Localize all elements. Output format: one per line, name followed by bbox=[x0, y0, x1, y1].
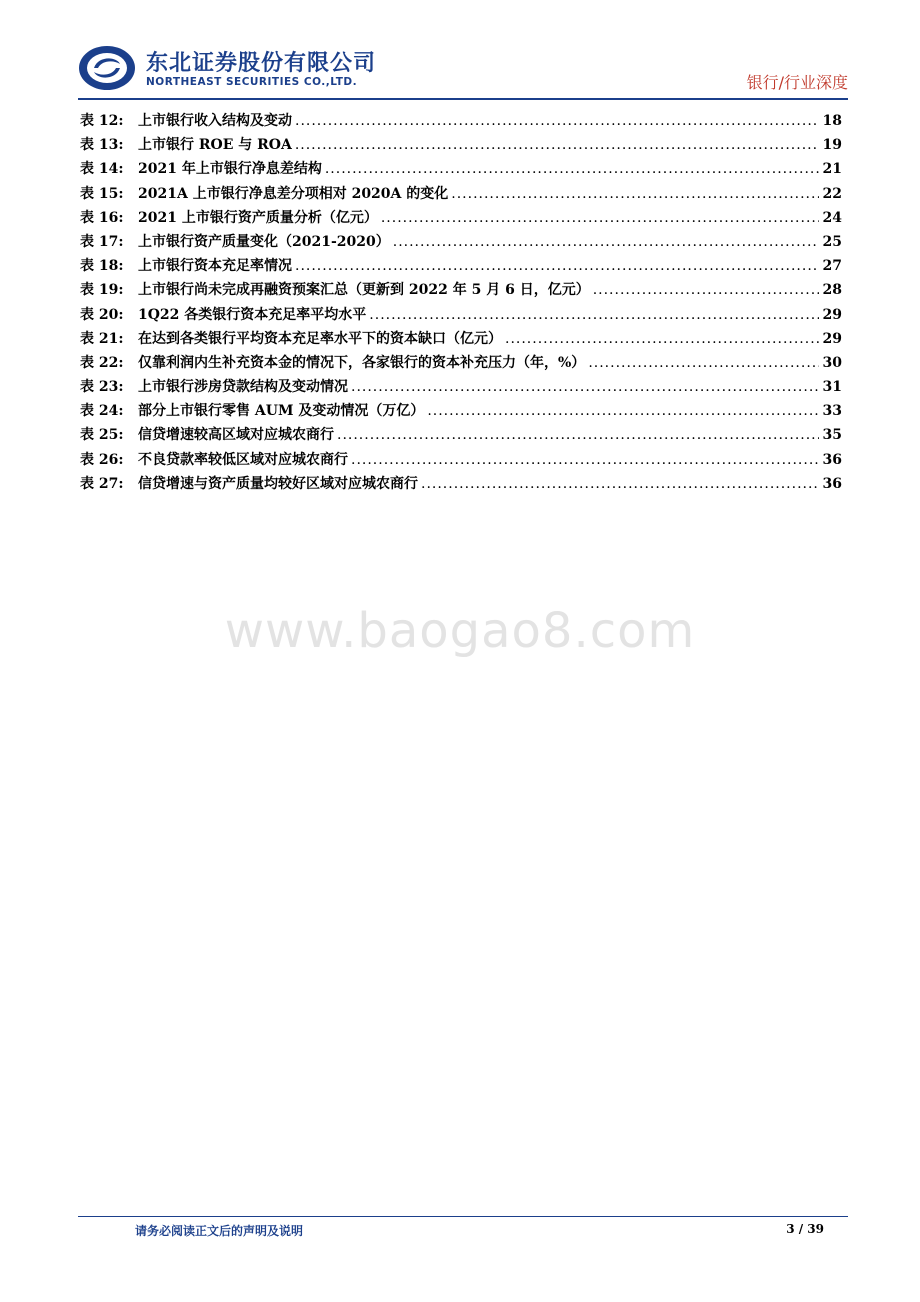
toc-entry[interactable] bbox=[80, 231, 842, 255]
toc-dot-leader bbox=[505, 331, 819, 347]
toc-entry-page: 36 bbox=[822, 451, 842, 468]
toc-entry[interactable] bbox=[80, 328, 842, 352]
toc-entry-title: 2021 年上市银行净息差结构 bbox=[138, 161, 322, 178]
toc-entry-title: 上市银行资本充足率情况 bbox=[138, 258, 292, 275]
toc-entry-page: 21 bbox=[822, 161, 842, 178]
toc-entry-title: 上市银行收入结构及变动 bbox=[138, 113, 292, 129]
toc-dot-leader bbox=[421, 476, 819, 492]
toc-entry-title: 1Q22 各类银行资本充足率平均水平 bbox=[138, 306, 367, 323]
toc-entry-page: 18 bbox=[822, 113, 842, 129]
toc-entry[interactable] bbox=[80, 110, 842, 134]
page-number: 3 / 39 bbox=[786, 1222, 824, 1236]
toc-dot-leader bbox=[381, 210, 819, 226]
toc-entry[interactable] bbox=[80, 279, 842, 303]
toc-entry-title: 上市银行 ROE 与 ROA bbox=[138, 137, 292, 154]
toc-entry-label: 表 23: bbox=[80, 379, 124, 396]
toc-entry[interactable] bbox=[80, 158, 842, 182]
toc-dot-leader bbox=[351, 379, 819, 395]
toc-entry-page: 29 bbox=[822, 306, 842, 323]
toc-entry-page: 36 bbox=[822, 475, 842, 492]
toc-entry-page: 30 bbox=[822, 354, 842, 371]
toc-dot-leader bbox=[351, 452, 819, 468]
toc-dot-leader bbox=[427, 403, 819, 419]
toc-entry-label: 表 13: bbox=[80, 137, 124, 154]
toc-entry-label: 表 24: bbox=[80, 403, 124, 420]
toc-entry-title: 2021 上市银行资产质量分析（亿元） bbox=[138, 209, 378, 226]
toc-entry-page: 28 bbox=[822, 282, 842, 299]
toc-entry-page: 25 bbox=[822, 233, 842, 250]
toc-entry-label: 表 12: bbox=[80, 113, 124, 129]
toc-entry[interactable] bbox=[80, 304, 842, 328]
toc-entry[interactable] bbox=[80, 473, 842, 497]
company-name-cn: 东北证券股份有限公司 bbox=[146, 51, 377, 76]
toc-dot-leader bbox=[337, 427, 819, 443]
toc-dot-leader bbox=[295, 258, 819, 274]
table-of-contents bbox=[80, 110, 842, 497]
toc-entry[interactable] bbox=[80, 449, 842, 473]
toc-entry-title: 仅靠利润内生补充资本金的情况下，各家银行的资本补充压力（年，%） bbox=[138, 354, 586, 371]
toc-dot-leader bbox=[295, 113, 819, 129]
toc-entry-title: 不良贷款率较低区域对应城农商行 bbox=[138, 451, 348, 468]
toc-entry-page: 35 bbox=[822, 427, 842, 444]
toc-entry-title: 信贷增速与资产质量均较好区域对应城农商行 bbox=[138, 475, 418, 492]
toc-entry-label: 表 17: bbox=[80, 233, 124, 250]
toc-entry[interactable] bbox=[80, 207, 842, 231]
toc-entry-label: 表 26: bbox=[80, 451, 124, 468]
toc-entry[interactable] bbox=[80, 134, 842, 158]
toc-entry-label: 表 15: bbox=[80, 185, 124, 202]
footer-divider bbox=[78, 1216, 848, 1217]
toc-entry[interactable] bbox=[80, 400, 842, 424]
toc-entry-title: 上市银行尚未完成再融资预案汇总（更新到 2022 年 5 月 6 日，亿元） bbox=[138, 282, 590, 299]
header-divider bbox=[78, 98, 848, 100]
toc-entry-page: 33 bbox=[822, 403, 842, 420]
toc-entry-label: 表 20: bbox=[80, 306, 124, 323]
toc-dot-leader bbox=[325, 161, 819, 177]
watermark: www.baogao8.com bbox=[224, 603, 696, 659]
toc-entry[interactable] bbox=[80, 376, 842, 400]
page-header bbox=[78, 40, 848, 98]
toc-entry-title: 上市银行资产质量变化（2021-2020） bbox=[138, 233, 390, 250]
toc-entry-title: 信贷增速较高区域对应城农商行 bbox=[138, 427, 334, 444]
toc-dot-leader bbox=[393, 234, 819, 250]
toc-entry-page: 29 bbox=[822, 330, 842, 347]
toc-entry-page: 31 bbox=[822, 379, 842, 396]
toc-dot-leader bbox=[369, 307, 819, 323]
toc-entry[interactable] bbox=[80, 352, 842, 376]
toc-entry-page: 27 bbox=[822, 258, 842, 275]
toc-dot-leader bbox=[588, 355, 819, 371]
report-type-label: 银行/行业深度 bbox=[746, 73, 848, 92]
footer-disclaimer: 请务必阅读正文后的声明及说明 bbox=[135, 1224, 304, 1238]
toc-entry-label: 表 27: bbox=[80, 475, 124, 492]
northeast-securities-logo-icon bbox=[78, 44, 138, 92]
toc-dot-leader bbox=[295, 137, 819, 153]
toc-entry-label: 表 19: bbox=[80, 282, 124, 299]
toc-entry[interactable] bbox=[80, 255, 842, 279]
toc-entry[interactable] bbox=[80, 183, 842, 207]
toc-entry-title: 上市银行涉房贷款结构及变动情况 bbox=[138, 379, 348, 396]
company-name-en: NORTHEAST SECURITIES CO.,LTD. bbox=[146, 76, 358, 88]
toc-entry[interactable] bbox=[80, 424, 842, 448]
toc-entry-page: 24 bbox=[822, 209, 842, 226]
toc-entry-label: 表 22: bbox=[80, 354, 124, 371]
toc-dot-leader bbox=[593, 282, 819, 298]
toc-dot-leader bbox=[451, 186, 819, 202]
toc-entry-label: 表 14: bbox=[80, 161, 124, 178]
toc-entry-label: 表 18: bbox=[80, 258, 124, 275]
toc-entry-label: 表 16: bbox=[80, 209, 124, 226]
toc-entry-page: 22 bbox=[822, 185, 842, 202]
toc-entry-title: 在达到各类银行平均资本充足率水平下的资本缺口（亿元） bbox=[138, 330, 502, 347]
toc-entry-page: 19 bbox=[822, 137, 842, 154]
toc-entry-title: 部分上市银行零售 AUM 及变动情况（万亿） bbox=[138, 403, 425, 420]
toc-entry-label: 表 25: bbox=[80, 427, 124, 444]
toc-entry-label: 表 21: bbox=[80, 330, 124, 347]
toc-entry-title: 2021A 上市银行净息差分项相对 2020A 的变化 bbox=[138, 185, 449, 202]
